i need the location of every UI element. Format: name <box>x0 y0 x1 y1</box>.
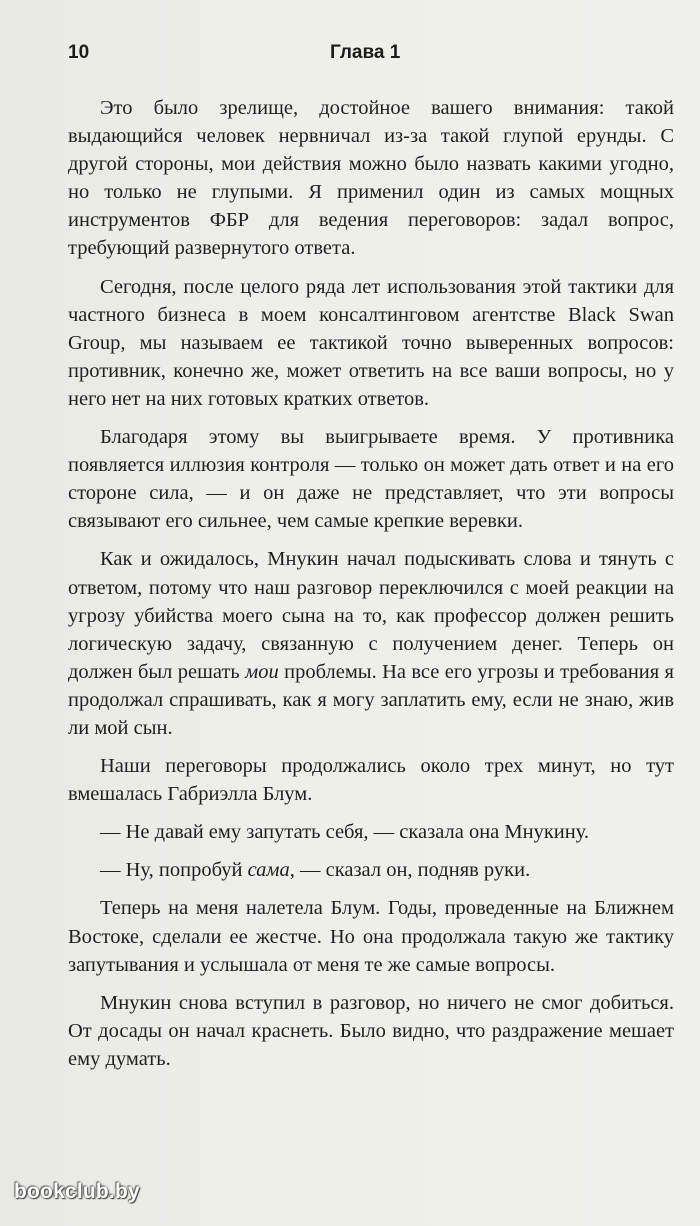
text-run: Благодаря этому вы выигрываете время. У противника появляется иллюзия контроля — только он может дать ответ и на его стороне сила, — и он даже не представляет, что эти вопросы связывают его сильнее, чем самые крепкие веревки. <box>68 426 674 533</box>
text-run: проблемы. На все его угрозы и требования я продолжал спрашивать, как я могу заплатить ему, если не знаю, жив ли мой сын. <box>68 660 674 739</box>
italic-run: сама <box>247 859 290 882</box>
chapter-title: Глава 1 <box>330 42 401 63</box>
text-run: — Ну, попробуй <box>100 859 248 882</box>
text-run: — Не давай ему запутать себя, — сказала она Мнукину. <box>100 821 590 844</box>
paragraph <box>68 94 674 263</box>
body-text <box>68 94 674 1083</box>
page-number: 10 <box>68 42 90 63</box>
text-run: , — сказал он, подняв руки. <box>289 859 531 882</box>
paragraph <box>68 752 674 808</box>
running-head <box>68 42 668 72</box>
watermark-bookclub: bookclub.by <box>14 1180 140 1203</box>
italic-run: мои <box>245 660 279 683</box>
text-run: Сегодня, после целого ряда лет использования этой тактики для частного бизнеса в моем консалтинговом агентстве Black Swan Group, мы называем ее тактикой точно выверенных вопросов: противник, конечно же, может ответить на все ваши вопросы, но у него нет на них готовых кратких ответов. <box>68 275 674 410</box>
text-run: Теперь на меня налетела Блум. Годы, проведенные на Ближнем Востоке, сделали ее жестче. Но она продолжала такую же тактику запутывания и услышала от меня те же самые вопросы. <box>68 897 674 976</box>
text-run: Как и ожидалось, Мнукин начал подыскивать слова и тянуть с ответом, потому что наш разговор переключился с моей реакции на угрозу убийства моего сына на то, как профессор должен решить логическую задачу, связанную с получением денег. Теперь он должен был решать <box>68 548 674 683</box>
text-run: Это было зрелище, достойное вашего внимания: такой выдающийся человек нервничал из-за такой глупой ерунды. С другой стороны, мои действия можно было назвать какими угодно, но только не глупыми. Я применил один из самых мощных инструментов ФБР для ведения переговоров: задал вопрос, требующий развернутого ответа. <box>68 97 674 260</box>
paragraph <box>68 989 674 1073</box>
text-run: Мнукин снова вступил в разговор, но ничего не смог добиться. От досады он начал краснеть. Было видно, что раздражение мешает ему думать. <box>68 991 674 1070</box>
paragraph <box>68 545 674 742</box>
paragraph <box>68 894 674 978</box>
text-run: Наши переговоры продолжались около трех минут, но тут вмешалась Габриэлла Блум. <box>68 755 674 806</box>
paragraph <box>68 856 674 884</box>
paragraph <box>68 818 674 846</box>
paragraph <box>68 273 674 413</box>
paragraph <box>68 423 674 535</box>
